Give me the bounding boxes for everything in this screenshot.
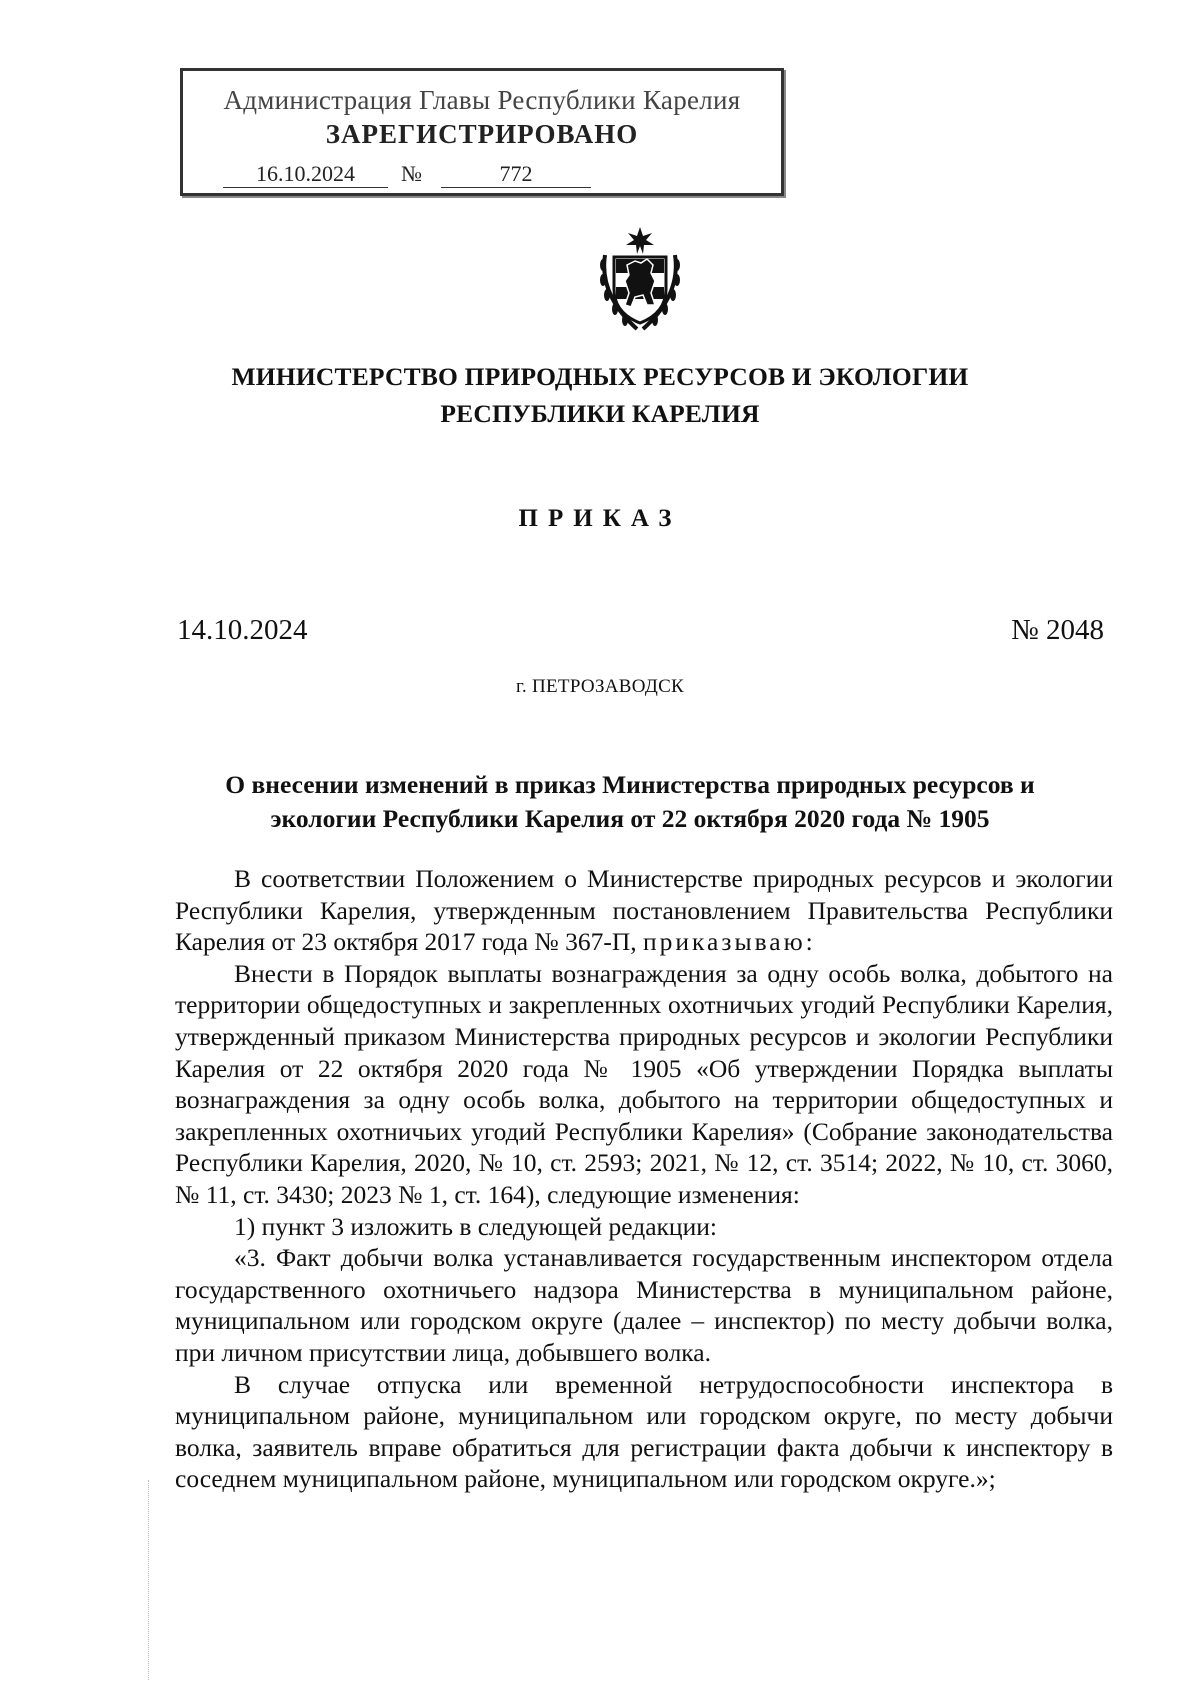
order-city: г. ПЕТРОЗАВОДСК <box>515 676 685 697</box>
stamp-number: 772 <box>441 161 591 188</box>
order-body <box>175 863 1113 1495</box>
order-title-line2: экологии Республики Карелия от 22 октября 2020 года № 1905 <box>270 804 990 833</box>
stamp-status: ЗАРЕГИСТРИРОВАНО <box>325 119 639 149</box>
stamp-organization: Администрация Главы Республики Карелия <box>223 85 741 115</box>
karelia-coat-of-arms-icon <box>597 225 683 335</box>
document-type: ПРИКАЗ <box>518 505 682 532</box>
paragraph-new-clause-3: «3. Факт добычи волка устанавливается государственным инспектором отдела государственного охотничьего надзора Министерства в муниципальном районе, муниципальном или городском округе (далее – инспектор) по месту добычи волка, при личном присутствии лица, добывшего волка. <box>175 1243 1113 1367</box>
paragraph-basis <box>175 863 1113 958</box>
paragraph-vacation-case: В случае отпуска или временной нетрудоспособности инспектора в муниципальном районе, муниципальном или городском округе, по месту добычи волка, заявитель вправе обратиться для регистрации факта добычи к инспектору в соседнем муниципальном районе, муниципальном или городском округе.»; <box>175 1369 1113 1494</box>
ministry-name-line2: РЕСПУБЛИКИ КАРЕЛИЯ <box>440 399 760 428</box>
order-date: 14.10.2024 <box>177 614 308 646</box>
stamp-date: 16.10.2024 <box>223 161 388 188</box>
order-title-line1: О внесении изменений в приказ Министерства природных ресурсов и <box>225 770 1035 799</box>
paragraph-amendment: Внести в Порядок выплаты вознаграждения за одну особь волка, добытого на территории общедоступных и закрепленных охотничьих угодий Республики Карелия, утвержденный приказом Министерства природных ресурсов и экологии Республики Карелия от 22 октября 2020 года № 1905 «Об утверждении Порядка выплаты вознаграждения за одну особь волка, добытого на территории общедоступных и закрепленных охотничьих угодий Республики Карелия» (Собрание законодательства Республики Карелия, 2020, № 10, ст. 2593; 2021, № 12, ст. 3514; 2022, № 10, ст. 3060, № 11, ст. 3430; 2023 № 1, ст. 164), следующие изменения: <box>175 958 1113 1209</box>
paragraph-basis-text: В соответствии Положением о Министерстве природных ресурсов и экологии Республики Карелия, утвержденным постановлением Правительства Республики Карелия от 23 октября 2017 года № 367-П, <box>175 864 1113 957</box>
order-number: № 2048 <box>1011 614 1104 646</box>
scan-margin-artifact <box>148 1480 150 1680</box>
paragraph-item-1: 1) пункт 3 изложить в следующей редакции: <box>234 1211 717 1241</box>
stamp-number-sign: № <box>401 161 422 186</box>
order-directive: приказываю: <box>643 927 816 957</box>
order-title <box>180 768 1080 836</box>
ministry-name-line1: МИНИСТЕРСТВО ПРИРОДНЫХ РЕСУРСОВ И ЭКОЛОГИИ <box>231 362 969 391</box>
registration-stamp <box>180 68 784 196</box>
